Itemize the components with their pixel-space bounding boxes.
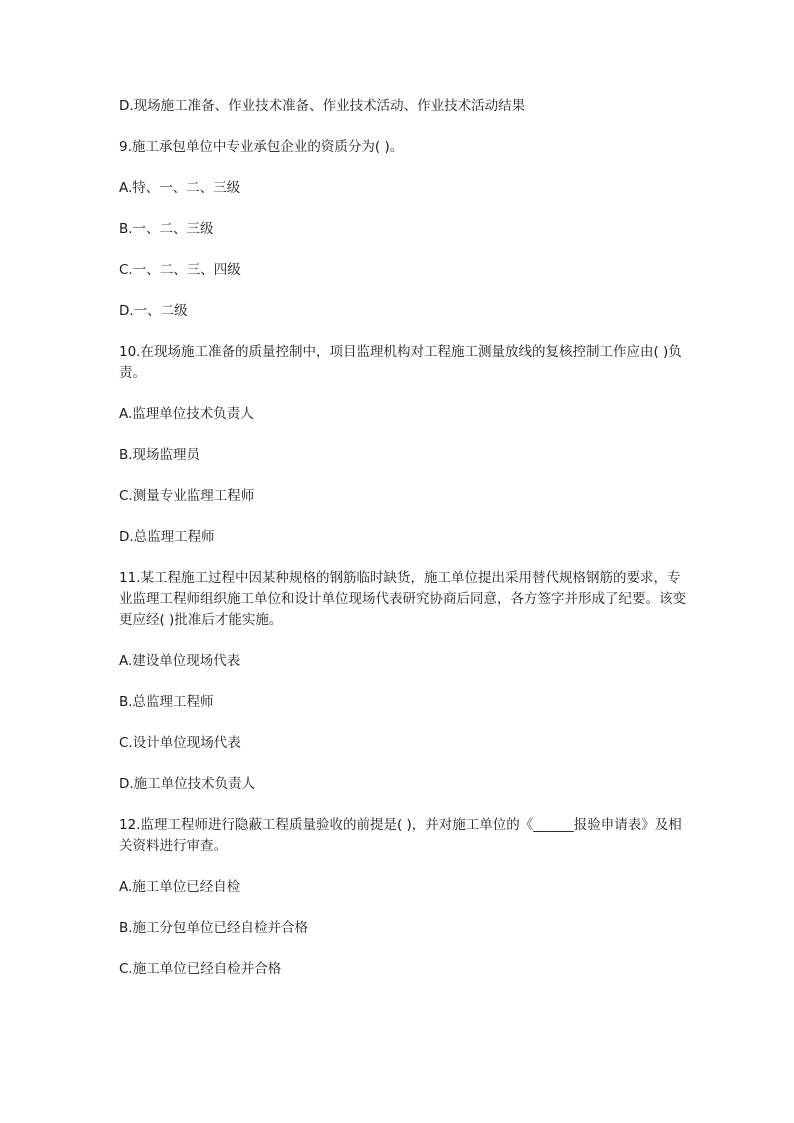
option-b-q10: B.现场监理员 <box>119 447 201 463</box>
option-c-q9: C.一、二、三、四级 <box>119 262 241 278</box>
question-10: 10.在现场施工准备的质量控制中，项目监理机构对工程施工测量放线的复核控制工作应由( )负责。 <box>119 344 682 381</box>
option-c-q12: C.施工单位已经自检并合格 <box>119 961 282 977</box>
option-b-q9: B.一、二、三级 <box>119 221 214 237</box>
option-a-q12: A.施工单位已经自检 <box>119 879 241 895</box>
option-a-q9: A.特、一、二、三级 <box>119 180 241 196</box>
option-d-q10: D.总监理工程师 <box>119 529 215 545</box>
option-d-q11: D.施工单位技术负责人 <box>119 776 256 792</box>
option-d-q8: D.现场施工准备、作业技术准备、作业技术活动、作业技术活动结果 <box>119 98 526 114</box>
question-12: 12.监理工程师进行隐蔽工程质量验收的前提是( )，并对施工单位的《______报验申请表》及相关资料进行审查。 <box>119 817 682 854</box>
option-b-q11: B.总监理工程师 <box>119 694 214 710</box>
option-c-q11: C.设计单位现场代表 <box>119 735 241 751</box>
option-a-q10: A.监理单位技术负责人 <box>119 406 254 422</box>
option-b-q12: B.施工分包单位已经自检并合格 <box>119 920 309 936</box>
document-page <box>119 96 689 1000</box>
question-9: 9.施工承包单位中专业承包企业的资质分为( )。 <box>119 139 404 155</box>
option-a-q11: A.建设单位现场代表 <box>119 653 241 669</box>
option-d-q9: D.一、二级 <box>119 303 188 319</box>
question-11: 11.某工程施工过程中因某种规格的钢筋临时缺货，施工单位提出采用替代规格钢筋的要求，专业监理工程师组织施工单位和设计单位现场代表研究协商后同意，各方签字并形成了纪要。该变更应经( )批准后才能实施。 <box>119 570 686 628</box>
option-c-q10: C.测量专业监理工程师 <box>119 488 255 504</box>
